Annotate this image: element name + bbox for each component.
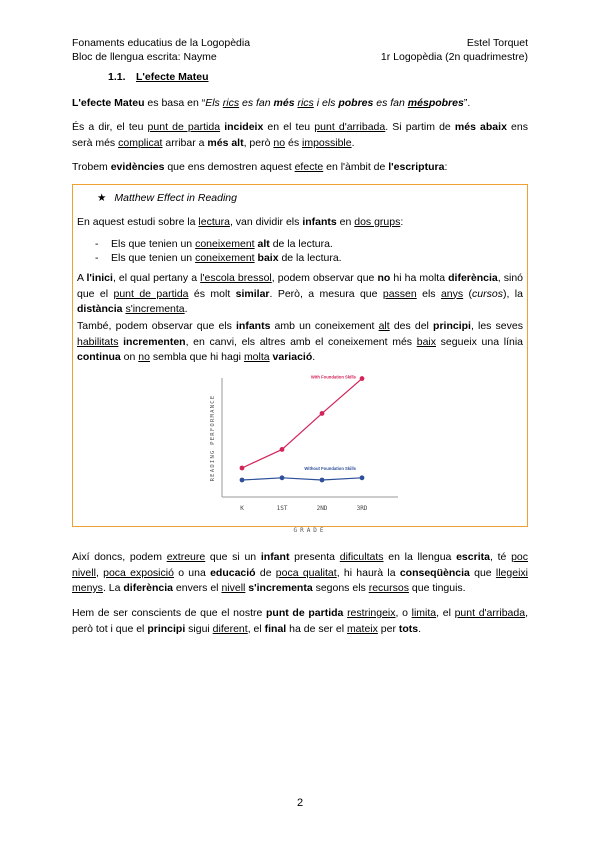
tick-label: 1ST [276,505,288,512]
header-course: Fonaments educatius de la Logopèdia [72,37,251,49]
matthew-effect-chart [198,372,404,538]
header-author: Estel Torquet [466,37,528,49]
section-heading [108,71,209,83]
page-header [72,36,528,64]
paragraph-evidence: Trobem evidències que ens demostren aquest efecte en l'àmbit de l'escriptura: [72,161,448,173]
tick-label: 2ND [316,505,328,512]
tick-label: 3RD [356,505,368,512]
x-axis-label: GRADE [293,527,327,534]
page-number: 2 [296,797,304,809]
section-title: L'efecte Mateu [136,71,209,83]
paragraph-final: Hem de ser conscients de que el nostre punt de partida restringeix, o limita, el punt d'arribada, però tot i que el principi sigui diferent, el final ha de ser el mateix per tots. [72,607,528,635]
box-paragraph-growth: També, podem observar que els infants amb un coneixement alt des del principi, les seves habilitats incrementen, en canvi, els altres amb el coneixement més baix segueix una línia continua on no sembla que hi hagi molta variació. [77,320,523,363]
data-point [320,478,325,483]
series-line [242,379,362,468]
data-point [360,376,365,381]
tick-label: K [240,505,244,512]
header-block: Bloc de llengua escrita: Nayme [72,51,217,63]
series-line [242,478,362,480]
section-number: 1.1. [108,71,126,83]
data-point [280,475,285,480]
box-title: ★ Matthew Effect in Reading [97,192,237,204]
y-axis-label: READING PERFORMANCE [210,394,216,482]
paragraph-intro: L'efecte Mateu es basa en “Els rics es fan més rics i els pobres es fan méspobres”. [72,97,471,109]
data-point [320,411,325,416]
list-item: - Els que tenien un coneixement alt de la lectura. [95,238,333,250]
paragraph-conclusion: Així doncs, podem extreure que si un infant presenta dificultats en la llengua escrita, té poc nivell, poca exposició o una educació de poca qualitat, hi haurà la conseqüència que llegeixi menys. La diferència envers el nivell s'incrementa segons els recursos que tinguis. [72,551,528,594]
data-point [240,466,245,471]
box-intro: En aquest estudi sobre la lectura, van dividir els infants en dos grups: [77,216,404,228]
list-item: - Els que tenien un coneixement baix de la lectura. [95,252,342,264]
box-paragraph-start: A l'inici, el qual pertany a l'escola bressol, podem observar que no hi ha molta diferència, sinó que el punt de partida és molt similar. Però, a mesura que passen els anys (cursos), la distància s'incrementa. [77,272,524,315]
star-icon: ★ [97,192,107,204]
series-label: With Foundation Skills [310,374,356,380]
header-term: 1r Logopèdia (2n quadrimestre) [380,51,528,63]
series-label: Without Foundation Skills [304,465,356,471]
data-point [280,447,285,452]
data-point [240,478,245,483]
paragraph-explanation: És a dir, el teu punt de partida incideix en el teu punt d'arribada. Si partim de més abaix ens serà més complicat arribar a més alt, però no és impossible. [72,121,528,149]
data-point [360,475,365,480]
